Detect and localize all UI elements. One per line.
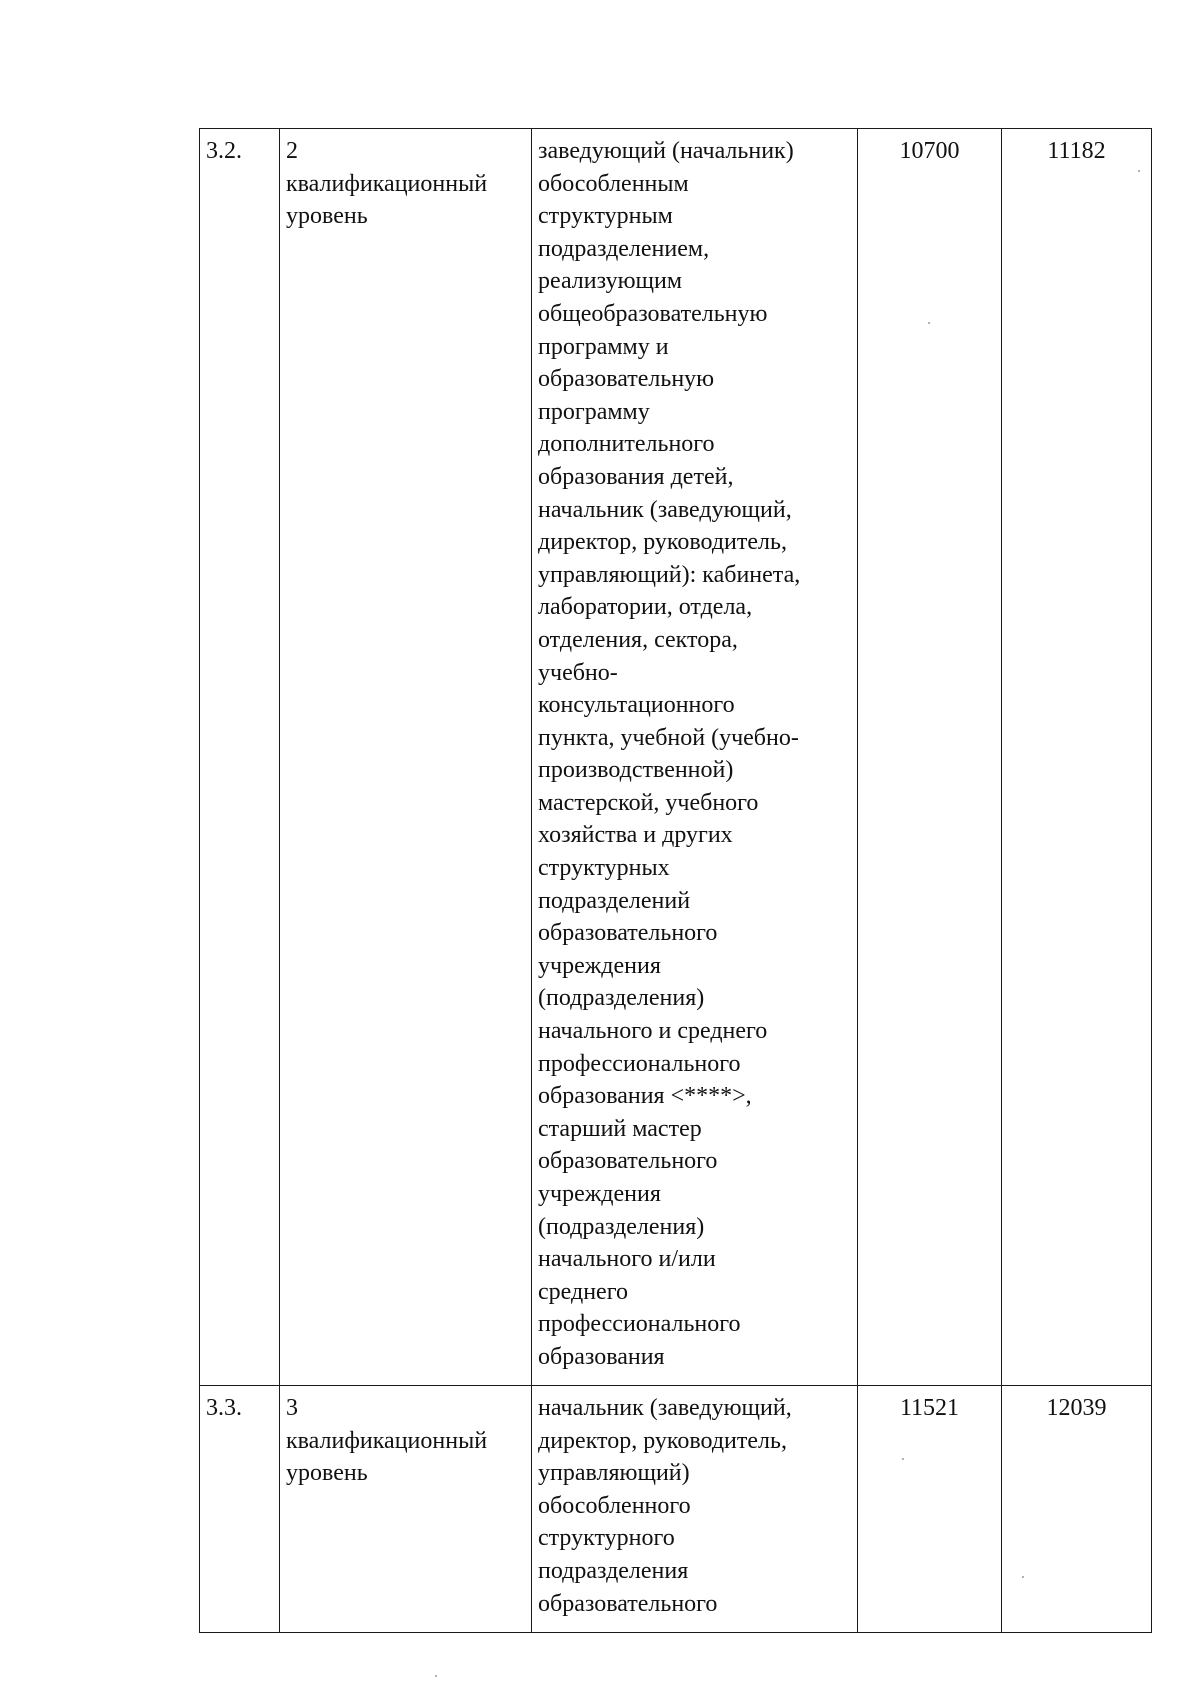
- value-cell-2: 11182: [1002, 129, 1152, 1386]
- scan-speck: [1022, 1576, 1024, 1578]
- scan-speck: [1138, 170, 1140, 172]
- qualification-level-cell: 3 квалификационный уровень: [280, 1386, 532, 1633]
- positions-cell: заведующий (начальник) обособленным структурным подразделением, реализующим общеобразовательную программу и образовательную программу дополнительного образования детей, начальник (заведующий, директор, руководитель, управляющий): кабинета, лаборатории, отдела, отделения, сектора, учебно- консультационного пункта, учебной (учебно- производственной) мастерской, учебного хозяйства и других структурных подразделений образовательного учреждения (подразделения) начального и среднего профессионального образования <****>, старший мастер образовательного учреждения (подразделения) начального и/или среднего профессионального образования: [532, 129, 858, 1386]
- scan-speck: [435, 1675, 437, 1677]
- row-number-cell: 3.3.: [200, 1386, 280, 1633]
- table-row: [200, 129, 1152, 1386]
- positions-cell: начальник (заведующий, директор, руководитель, управляющий) обособленного структурного подразделения образовательного: [532, 1386, 858, 1633]
- value-cell-2: 12039: [1002, 1386, 1152, 1633]
- salary-table: [199, 128, 1152, 1633]
- qualification-level-cell: 2 квалификационный уровень: [280, 129, 532, 1386]
- row-number-cell: 3.2.: [200, 129, 280, 1386]
- scan-speck: [928, 322, 930, 324]
- table-row: [200, 1386, 1152, 1633]
- value-cell-1: 10700: [858, 129, 1002, 1386]
- scan-speck: [902, 1458, 904, 1460]
- value-cell-1: 11521: [858, 1386, 1002, 1633]
